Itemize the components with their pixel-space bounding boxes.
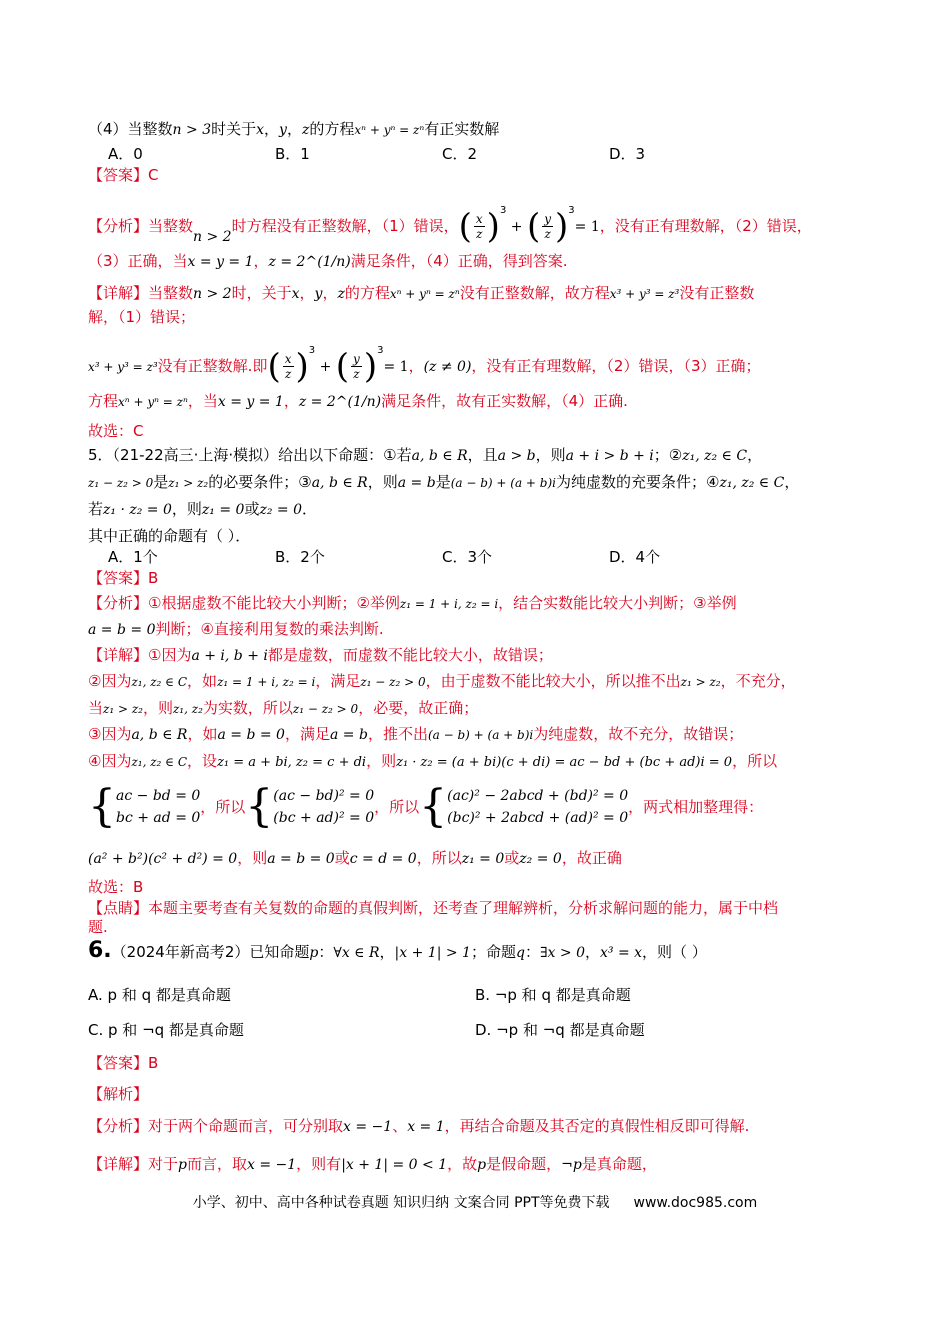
q5-analysis-line1: 【分析】①根据虚数不能比较大小判断；②举例z₁ = 1 + i, z₂ = i，结合实数能比较大小判断；③举例 [88, 594, 737, 612]
q4-option-a: A．0 [108, 145, 143, 163]
system-3: { (ac)² − 2abcd + (bd)² = 0 (bc)² + 2abcd + (ad)² = 0 [419, 781, 629, 832]
q5-stem-line2: z₁ − z₂ > 0是z₁ > z₂的必要条件；③a, b ∈ R，则a = b是(a − b) + (a + b)i为纯虚数的充要条件；④z₁, z₂ ∈ C， [88, 473, 800, 491]
system-1: { ac − bd = 0 bc + ad = 0 [88, 781, 201, 832]
q5-detail-line2: ②因为z₁, z₂ ∈ C，如z₁ = 1 + i, z₂ = i，满足z₁ − z₂ > 0，由于虚数不能比较大小，所以推不出z₁ > z₂，不充分， [88, 672, 796, 690]
q5-stem-line4: 其中正确的命题有（ ）． [88, 527, 251, 545]
q5-stem-line1: 5．（21-22高三·上海·模拟）给出以下命题：①若a, b ∈ R，且a > b，则a + i > b + i；②z₁, z₂ ∈ C， [88, 446, 763, 464]
q4-option-b: B．1 [275, 145, 310, 163]
q5-option-b: B．2个 [275, 548, 325, 566]
q4-option-c: C．2 [442, 145, 478, 163]
q6-stem: 6.（2024年新高考2）已知命题p：∀x ∈ R，|x + 1| > 1；命题q：∃x > 0，x³ = x，则（ ） [88, 938, 707, 963]
q5-answer: 【答案】B [88, 569, 159, 587]
page-footer [0, 1192, 950, 1212]
q5-choose: 故选：B [88, 878, 144, 896]
q4-option-d: D．3 [609, 145, 646, 163]
q4-detail-line3: 方程xⁿ + yⁿ = zⁿ，当x = y = 1，z = 2^(1/n)满足条件，故有正实数解，（4）正确. [88, 392, 628, 410]
q5-option-c: C．3个 [442, 548, 493, 566]
system-2: { (ac − bd)² = 0 (bc + ad)² = 0 [245, 781, 375, 832]
q6-answer: 【答案】B [88, 1054, 159, 1072]
q6-option-d: D. ¬p 和 ¬q 都是真命题 [475, 1021, 645, 1039]
q4-analysis-line2: （3）正确，当x = y = 1，z = 2^(1/n)满足条件，（4）正确，得到答案. [88, 252, 568, 270]
q5-detail-line7: (a² + b²)(c² + d²) = 0，则a = b = 0或c = d = 0，所以z₁ = 0或z₂ = 0，故正确 [88, 849, 622, 867]
q5-analysis-line2: a = b = 0判断；④直接利用复数的乘法判断. [88, 620, 384, 638]
q4-options [108, 143, 776, 165]
q5-options [108, 546, 776, 568]
footer-url[interactable]: www.doc985.com [633, 1195, 758, 1211]
q5-detail-line6: { ac − bd = 0 bc + ad = 0 ，所以 { (ac − bd)² = 0 (bc + ad)² = 0 ，所以 { (ac)² − 2abcd + (bd)² = 0 (bc)² + 2abcd + (ad)² = 0 ，两式相加整理得： [88, 781, 764, 832]
q5-option-a: A．1个 [108, 548, 158, 566]
q5-comment-line1: 【点睛】本题主要考查有关复数的命题的真假判断，还考查了理解辨析，分析求解问题的能力，属于中档 [88, 899, 779, 917]
q6-option-c: C. p 和 ¬q 都是真命题 [88, 1021, 244, 1039]
q6-option-a: A. p 和 q 都是真命题 [88, 986, 231, 1004]
q6-detail: 【详解】对于p而言，取x = −1，则有|x + 1| = 0 < 1，故p是假命题，¬p是真命题， [88, 1155, 657, 1173]
q4-detail-line1b: 解，（1）错误； [88, 308, 196, 326]
q6-option-b: B. ¬p 和 q 都是真命题 [475, 986, 631, 1004]
q5-option-d: D．4个 [609, 548, 661, 566]
q6-analysis: 【分析】对于两个命题而言，可分别取x = −1、x = 1，再结合命题及其否定的真假性相反即可得解. [88, 1117, 750, 1135]
q4-answer: 【答案】C [88, 166, 159, 184]
footer-text: 小学、初中、高中各种试卷真题 知识归纳 文案合同 PPT等免费下载 [192, 1195, 610, 1211]
q6-jiexi: 【解析】 [88, 1085, 149, 1103]
q4-detail-line2: x³ + y³ = z³没有正整数解.即( $\frac{x}{z}$ )$^3$ + ( $\frac{y}{z}$ )$^3$= 1，(z ≠ 0)，没有正有理数解，（2）错误，（3）正确； [88, 345, 761, 387]
q5-stem-line3: 若z₁ · z₂ = 0，则z₁ = 0或z₂ = 0． [88, 500, 317, 518]
q5-detail-line1: 【详解】①因为a + i, b + i都是虚数，而虚数不能比较大小，故错误； [88, 646, 553, 664]
q4-stem: （4）当整数n > 3时关于x，y，z的方程xⁿ + yⁿ = zⁿ有正实数解 [88, 120, 500, 138]
q5-detail-line3: 当z₁ > z₂，则z₁, z₂为实数，所以z₁ − z₂ > 0，必要，故正确； [88, 699, 479, 717]
q5-comment-line2: 题. [88, 918, 108, 936]
q5-detail-line5: ④因为z₁, z₂ ∈ C，设z₁ = a + bi, z₂ = c + di，则z₁ · z₂ = (a + bi)(c + di) = ac − bd + (bc + ad)i = 0，所以 [88, 752, 778, 770]
q4-choose: 故选：C [88, 422, 144, 440]
q5-detail-line4: ③因为a, b ∈ R，如a = b = 0，满足a = b，推不出(a − b) + (a + b)i为纯虚数，故不充分，故错误； [88, 725, 744, 743]
q4-detail-line1: 【详解】当整数n > 2时，关于x，y，z的方程xⁿ + yⁿ = zⁿ没有正整数解，故方程x³ + y³ = z³没有正整数 [88, 284, 755, 302]
q4-analysis-line1: 【分析】当整数n > 2时方程没有正整数解，（1）错误，( $\frac{x}{z}$ )$^3$ + ( $\frac{y}{z}$ )$^3$= 1，没有正有理数解，（2）错误， [88, 205, 812, 247]
